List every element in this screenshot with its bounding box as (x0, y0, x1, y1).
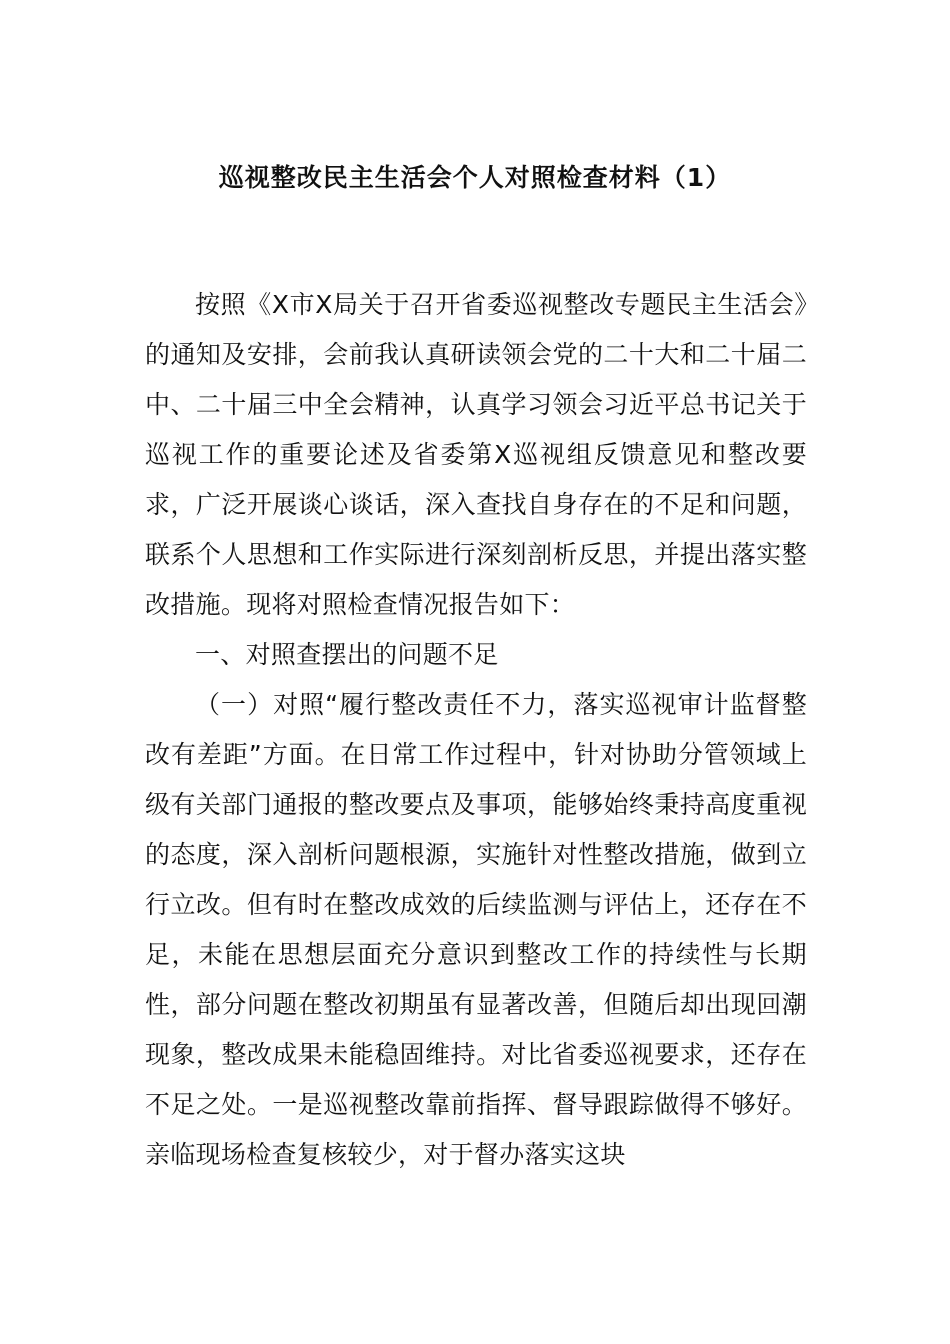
body-paragraph: （一）对照“履行整改责任不力，落实巡视审计监督整改有差距”方面。在日常工作过程中，针对协助分管领域上级有关部门通报的整改要点及事项，能够始终秉持高度重视的态度，深入剖析问题根源，实施针对性整改措施，做到立行立改。但有时在整改成效的后续监测与评估上，还存在不足，未能在思想层面充分意识到整改工作的持续性与长期性，部分问题在整改初期虽有显著改善，但随后却出现回潮现象，整改成果未能稳固维持。对比省委巡视要求，还存在不足之处。一是巡视整改靠前指挥、督导跟踪做得不够好。亲临现场检查复核较少，对于督办落实这块 (145, 690, 807, 1169)
intro-paragraph: 按照《X市X局关于召开省委巡视整改专题民主生活会》的通知及安排，会前我认真研读领会党的二十大和二十届二中、二十届三中全会精神，认真学习领会习近平总书记关于巡视工作的重要论述及省委第X巡视组反馈意见和整改要求，广泛开展谈心谈话，深入查找自身存在的不足和问题，联系个人思想和工作实际进行深刻剖析反思，并提出落实整改措施。现将对照检查情况报告如下： (145, 290, 807, 619)
section-heading: 一、对照查摆出的问题不足 (195, 640, 499, 669)
document-title: 巡视整改民主生活会个人对照检查材料（1） (218, 163, 732, 192)
document-body (145, 280, 807, 1180)
